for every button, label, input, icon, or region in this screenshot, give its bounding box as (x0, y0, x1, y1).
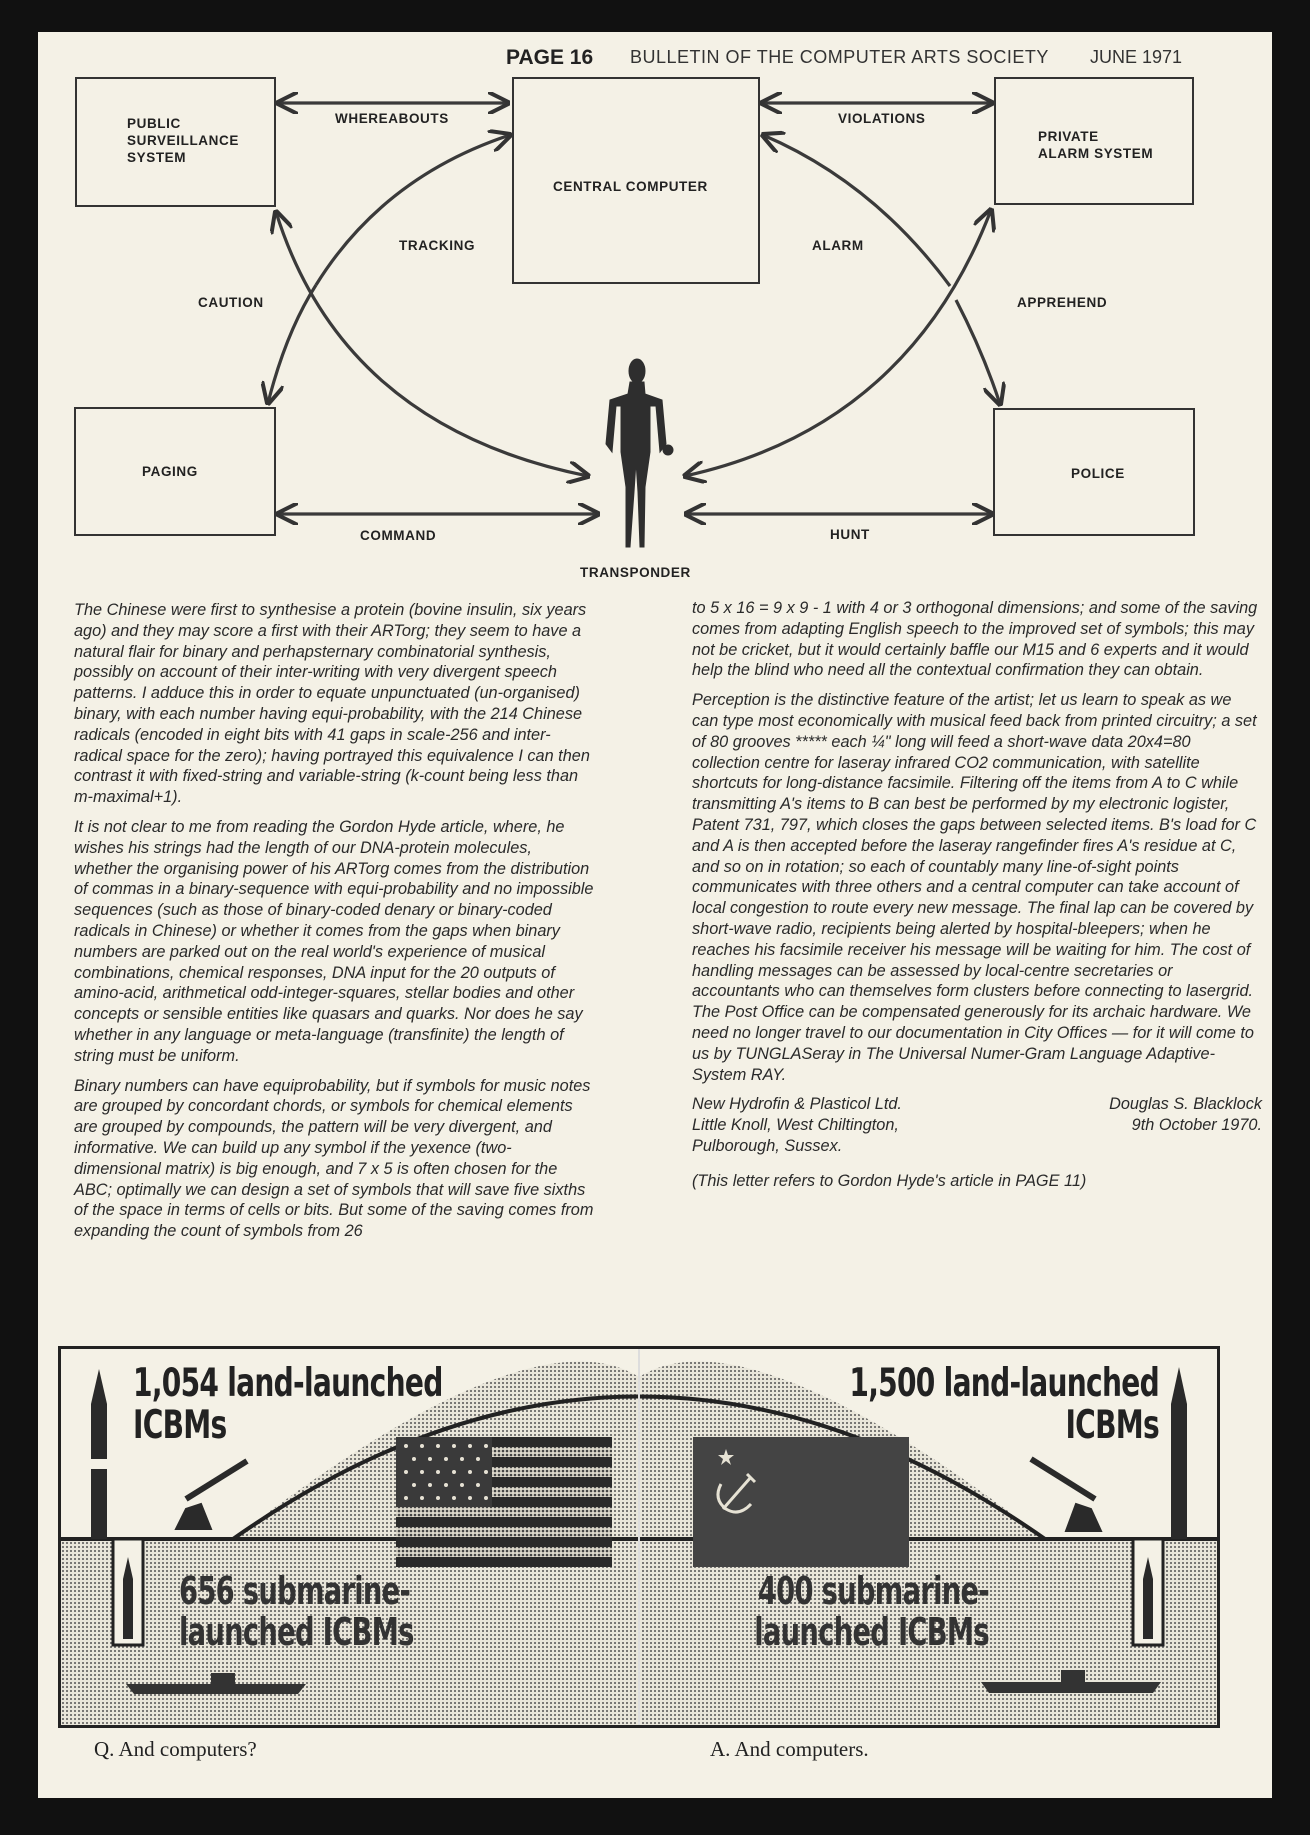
public-surveillance-label: PUBLIC SURVEILLANCE SYSTEM (127, 116, 239, 165)
signature-block (692, 1094, 1262, 1157)
apprehend-label: APPREHEND (1017, 295, 1108, 310)
surveillance-diagram (38, 32, 1272, 592)
command-label: COMMAND (360, 528, 437, 543)
us-land-icbm-count: 1,054 land-launched ICBMs (133, 1361, 443, 1449)
page-sheet (38, 32, 1272, 1798)
hunt-label: HUNT (830, 527, 870, 542)
violations-label: VIOLATIONS (838, 111, 926, 126)
transponder-figure (606, 359, 673, 547)
article-column-right (692, 598, 1262, 1201)
private-alarm-label: PRIVATE ALARM SYSTEM (1038, 129, 1154, 161)
article-paragraph: Binary numbers can have equiprobability, but if symbols for music notes are grouped by concordant chords, or symbols for chemical elements are grouped by compounds, the pattern will be very divergent, and informative. We can build up any symbol if the yexence (two-dimensional matrix) is big enough, and 7 x 5 is often chosen for the ABC; optimally we can design a set of symbols that will save five sixths of the space in terms of cells or bits. But some of the saving comes from expanding the count of symbols from 26 (74, 1076, 594, 1241)
issue-date: JUNE 1971 (1090, 47, 1183, 67)
author-signature: Douglas S. Blacklock 9th October 1970. (1109, 1095, 1262, 1135)
caution-branch (268, 285, 316, 403)
ussr-flag (693, 1437, 909, 1567)
whereabouts-label: WHEREABOUTS (335, 111, 449, 126)
icbm-illustration (58, 1346, 1220, 1728)
police-label: POLICE (1071, 466, 1125, 481)
ussr-launcher (1031, 1459, 1101, 1531)
page-number: PAGE 16 (506, 46, 594, 69)
ussr-sub-icbm-count: 400 submarine- launched ICBMs (754, 1569, 989, 1655)
tracking-arrow (316, 135, 510, 285)
alarm-label: ALARM (812, 238, 864, 253)
tracking-label: TRACKING (399, 238, 476, 253)
article-column-left (74, 600, 594, 1251)
editor-note: (This letter refers to Gordon Hyde's article in PAGE 11) (692, 1172, 1087, 1191)
article-paragraph: Perception is the distinctive feature of the artist; let us learn to speak as we can type most economically with musical feed back from printed circuitry; a set of 80 grooves ***** each ¼" long will feed a short-wave data 20x4=80 collection centre for laseray infrared CO2 communication, with satellite shortcuts for long-distance facsimile. Filtering off the items from A to C while transmitting A's items to B can best be performed by my electronic logister, Patent 731, 797, which closes the gaps between selected items. B's load for C and A is then accepted before the laseray rangefinder fires A's residue at C, and so on in rotation; so each of countably many line-of-sight points communicates with three others and a central computer can take account of local congestion to route every new message. The final lap can be covered by short-wave radio, recipients being alerted by hospital-bleepers; when he reaches his facsimile receiver his message will be waiting for him. The cost of handling messages can be assessed by local-centre secretaries or accountants who can themselves form clusters before connecting to lasergrid. The Post Office can be compensated generously for its archaic hardware. We need no longer travel to our documentation in City Offices — for it will come to us by TUNGLASeray in The Universal Numer-Gram Language Adaptive-System RAY. (692, 691, 1257, 1084)
us-sub-icbm-count: 656 submarine- launched ICBMs (179, 1569, 414, 1655)
article-paragraph: It is not clear to me from reading the Gordon Hyde article, where, he wishes his strings had the length of our DNA-protein molecules, whether the organising power of his ARTorg comes from the distribution of commas in a binary-sequence with equi-probability and no impossible sequences (such as those of binary-coded denary or binary-coded radicals in Chinese) or whether it comes from the gaps when binary numbers are parked out on the real world's experience of musical combinations, chemical responses, DNA input for the 20 outputs of amino-acid, arithmetical odd-integer-squares, stellar bodies and other concepts or sensible entities like quasars and quarks. Nor does he say whether in any language or meta-language (transfinite) the length of string must be uniform. (74, 817, 594, 1065)
us-flag (396, 1437, 612, 1567)
central-computer-label: CENTRAL COMPUTER (553, 179, 708, 194)
sender-address: New Hydrofin & Plasticol Ltd. Little Knoll, West Chiltington, Pulborough, Sussex. (692, 1095, 902, 1156)
apprehend-branch (956, 300, 1000, 404)
paging-label: PAGING (142, 464, 198, 479)
transponder-label: TRANSPONDER (580, 565, 691, 580)
ussr-missile-tall (1171, 1367, 1187, 1539)
alarm-arrow (763, 135, 950, 286)
article-paragraph: The Chinese were first to synthesise a protein (bovine insulin, six years ago) and they may score a first with their ARTorg; they seem to have a natural flair for binary and perhapsternary combinatorial synthesis, possibly on account of their inter-writing with very divergent speech patterns. I adduce this in order to equate unpunctuated (un-organised) binary, with each number having equi-probability, with the 214 Chinese radicals (encoded in eight bits with 41 gaps in scale-256 and inter-radical space for the zero); having portrayed this equivalence I can then contrast it with fixed-string and variable-string (k-count being less than m-maximal+1). (74, 601, 590, 807)
publication-title: BULLETIN OF THE COMPUTER ARTS SOCIETY (630, 47, 1049, 67)
caption-answer: A. And computers. (710, 1737, 869, 1761)
article-paragraph: to 5 x 16 = 9 x 9 - 1 with 4 or 3 orthogonal dimensions; and some of the saving comes from adapting English speech to the improved set of symbols; this may not be cricket, but it would certainly baffle our M15 and 6 experts and it would help the blind who need all the contextual confirmation they can obtain. (692, 599, 1258, 680)
us-missile-tall (91, 1369, 107, 1539)
caution-label: CAUTION (198, 295, 264, 310)
ussr-land-icbm-count: 1,500 land-launched ICBMs (849, 1361, 1159, 1449)
caption-question: Q. And computers? (94, 1737, 257, 1761)
us-launcher (176, 1461, 247, 1529)
